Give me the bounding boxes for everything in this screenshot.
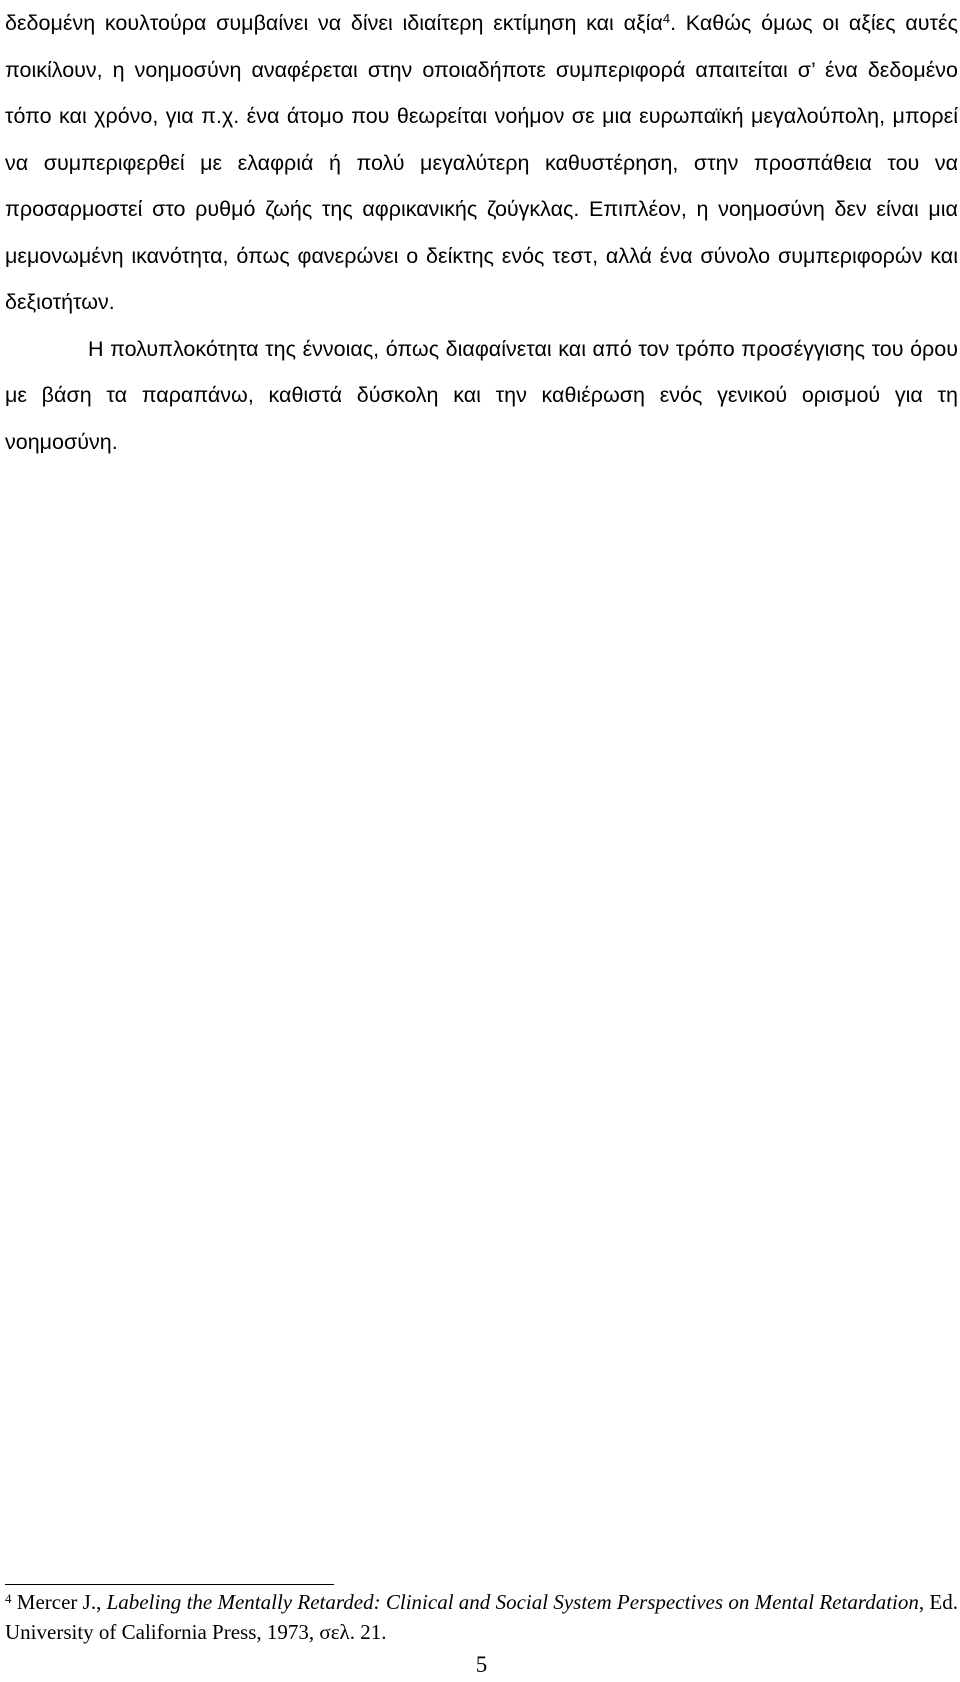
document-page (5, 0, 958, 1682)
paragraph: Η πολυπλοκότητα της έννοιας, όπως διαφαίνεται και από τον τρόπο προσέγγισης του όρου με βάση τα παραπάνω, καθιστά δύσκολη και την καθιέρωση ενός γενικού ορισμού για τη νοημοσύνη. (5, 336, 958, 454)
page-number: 5 (475, 1652, 488, 1677)
paragraph-text: δεδομένη κουλτούρα συμβαίνει να δίνει ιδιαίτερη εκτίμηση και αξία (5, 11, 663, 35)
footnote (5, 1587, 958, 1647)
paragraph (5, 0, 958, 326)
paragraph-text: . Καθώς όμως οι αξίες αυτές ποικίλουν, η νοημοσύνη αναφέρεται στην οποιαδήποτε συμπεριφορά απαιτείται σ’ ένα δεδομένο τόπο και χρόνο, για π.χ. ένα άτομο που θεωρείται νοήμον σε μια ευρωπαϊκή μεγαλούπολη, μπορεί να συμπεριφερθεί με ελαφριά ή πολύ μεγαλύτερη καθυστέρηση, στην προσπάθεια του να προσαρμοστεί στο ρυθμό ζωής της αφρικανικής ζούγκλας. Επιπλέον, η νοημοσύνη δεν είναι μια μεμονωμένη ικανότητα, όπως φανερώνει ο δείκτης ενός τεστ, αλλά ένα σύνολο συμπεριφορών και δεξιοτήτων. (5, 11, 958, 314)
footnote-title: Labeling the Mentally Retarded: Clinical and Social System Perspectives on Mental Retardation (106, 1590, 919, 1614)
footnote-separator (5, 1584, 334, 1585)
footnote-publication: , Ed. University of California Press, 1973, σελ. 21. (5, 1590, 959, 1644)
footnote-number: 4 (5, 1591, 12, 1606)
footnote-reference[interactable]: 4 (662, 11, 671, 26)
body-text (5, 0, 958, 465)
footnote-author: Mercer J., (11, 1590, 107, 1614)
